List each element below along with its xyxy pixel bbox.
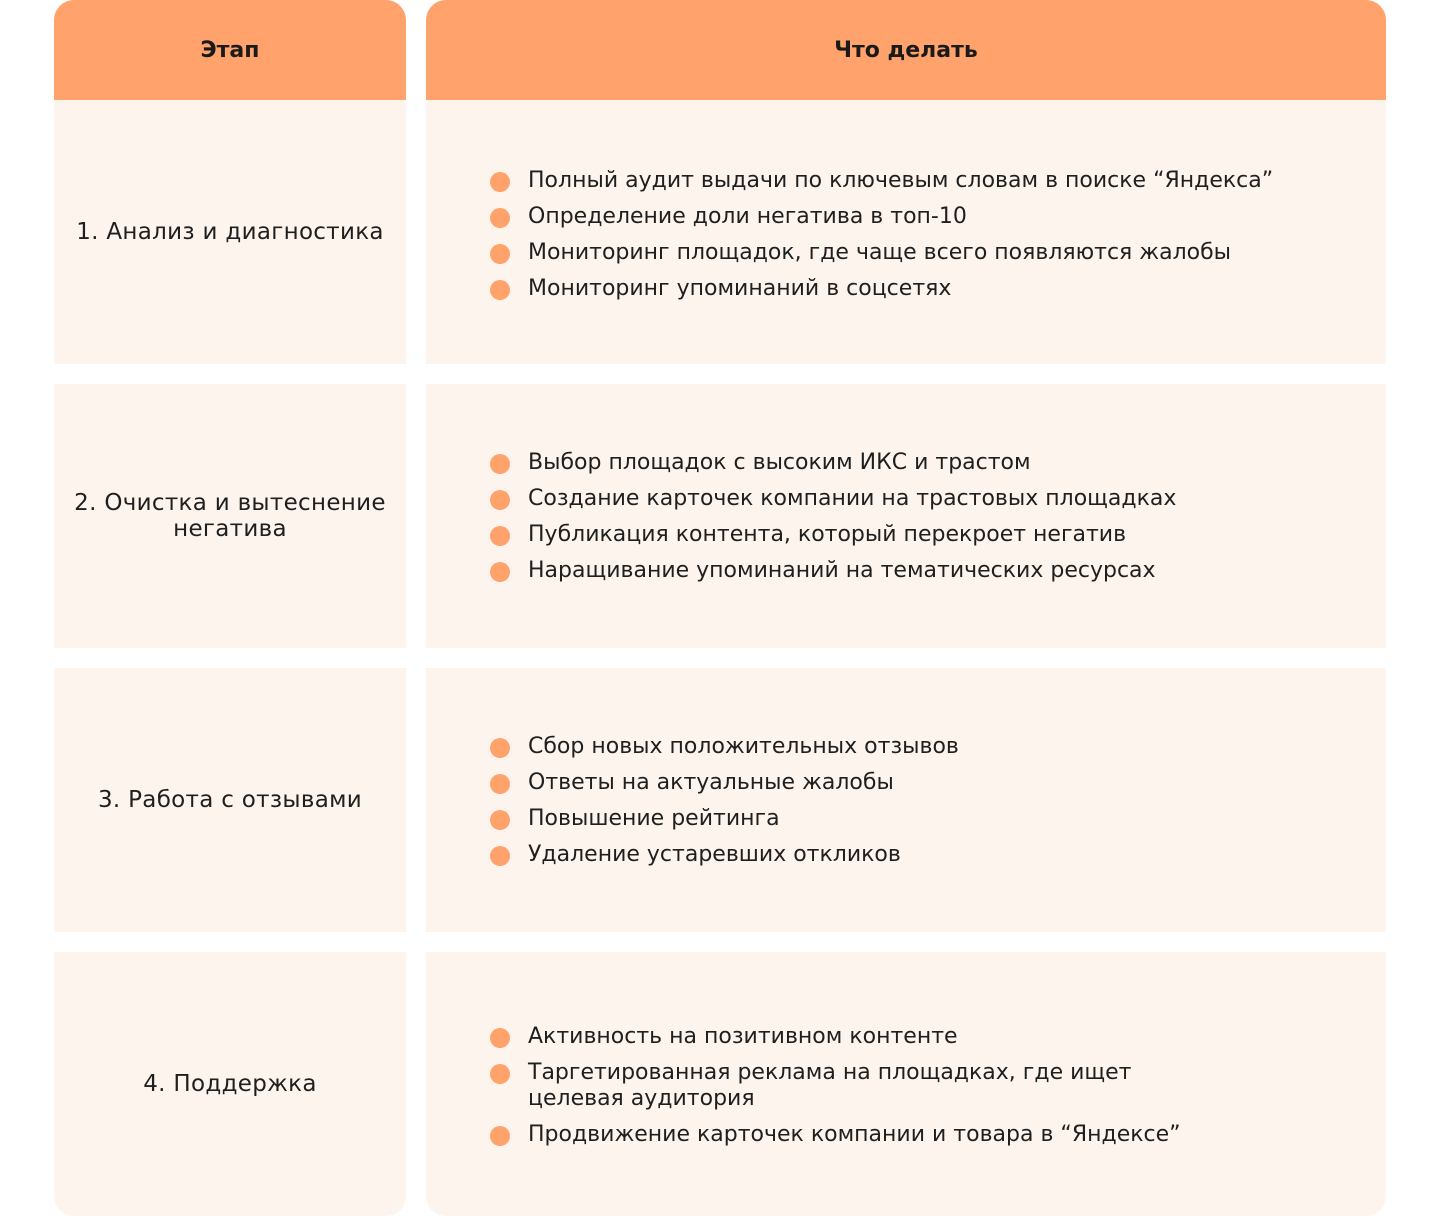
bullet-dot-icon xyxy=(490,1126,510,1146)
stage-cell xyxy=(54,384,406,648)
todo-list xyxy=(488,734,1366,878)
bullet-dot-icon xyxy=(490,208,510,228)
todo-cell xyxy=(426,100,1386,364)
stage-label: 1. Анализ и диагностика xyxy=(76,219,384,245)
todo-cell xyxy=(426,668,1386,932)
header-todo: Что делать xyxy=(426,0,1386,100)
bullet-dot-icon xyxy=(490,774,510,794)
list-item: Публикация контента, который перекроет негатив xyxy=(488,522,1366,548)
list-item: Выбор площадок с высоким ИКС и трастом xyxy=(488,450,1366,476)
todo-list xyxy=(488,1024,1366,1158)
list-item: Полный аудит выдачи по ключевым словам в поиске “Яндекса” xyxy=(488,168,1366,194)
list-item: Активность на позитивном контенте xyxy=(488,1024,1366,1050)
bullet-dot-icon xyxy=(490,490,510,510)
header-stage: Этап xyxy=(54,0,406,100)
stage-label: 3. Работа с отзывами xyxy=(97,787,363,813)
list-item: Мониторинг площадок, где чаще всего появляются жалобы xyxy=(488,240,1366,266)
stage-cell xyxy=(54,100,406,364)
bullet-dot-icon xyxy=(490,244,510,264)
todo-list xyxy=(488,168,1366,312)
bullet-dot-icon xyxy=(490,280,510,300)
list-item: Ответы на актуальные жалобы xyxy=(488,770,1366,796)
list-item: Таргетированная реклама на площадках, где ищет целевая аудитория xyxy=(488,1060,1366,1112)
stage-cell xyxy=(54,668,406,932)
list-item: Повышение рейтинга xyxy=(488,806,1366,832)
bullet-dot-icon xyxy=(490,738,510,758)
bullet-dot-icon xyxy=(490,172,510,192)
bullet-dot-icon xyxy=(490,1064,510,1084)
list-item: Наращивание упоминаний на тематических ресурсах xyxy=(488,558,1366,584)
list-item: Определение доли негатива в топ-10 xyxy=(488,204,1366,230)
list-item: Продвижение карточек компании и товара в “Яндексе” xyxy=(488,1122,1366,1148)
stage-cell xyxy=(54,952,406,1216)
bullet-dot-icon xyxy=(490,562,510,582)
bullet-dot-icon xyxy=(490,526,510,546)
todo-list xyxy=(488,450,1366,594)
list-item: Мониторинг упоминаний в соцсетях xyxy=(488,276,1366,302)
bullet-dot-icon xyxy=(490,1028,510,1048)
list-item: Удаление устаревших откликов xyxy=(488,842,1366,868)
list-item: Сбор новых положительных отзывов xyxy=(488,734,1366,760)
bullet-dot-icon xyxy=(490,810,510,830)
todo-cell xyxy=(426,952,1386,1216)
bullet-dot-icon xyxy=(490,846,510,866)
stage-label: 2. Очистка и вытеснение негатива xyxy=(74,490,386,542)
stage-label: 4. Поддержка xyxy=(143,1071,317,1097)
bullet-dot-icon xyxy=(490,454,510,474)
todo-cell xyxy=(426,384,1386,648)
list-item: Создание карточек компании на трастовых площадках xyxy=(488,486,1366,512)
